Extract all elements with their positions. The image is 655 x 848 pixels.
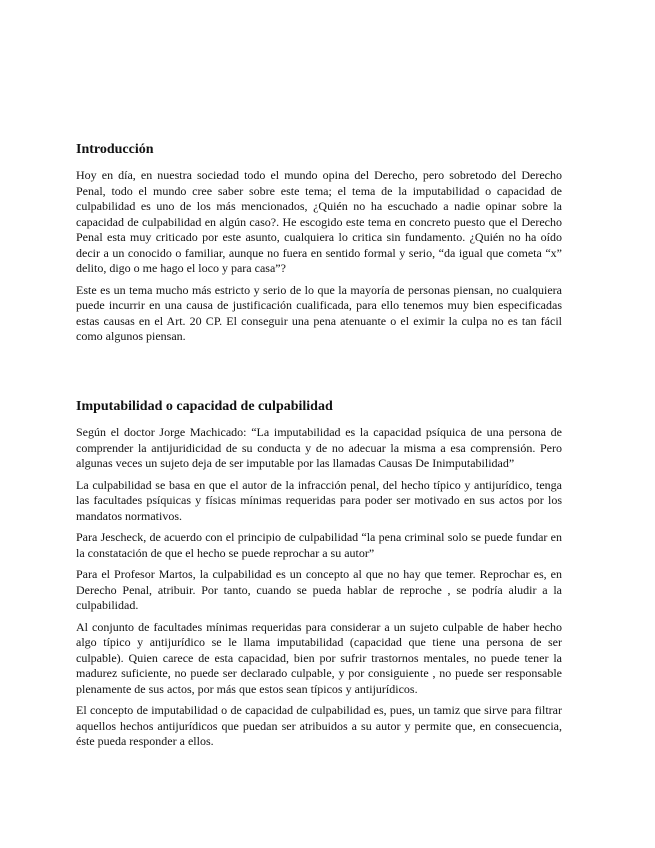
paragraph: Para Jescheck, de acuerdo con el principio de culpabilidad “la pena criminal solo se puede fundar en la constatación de que el hecho se puede reprochar a su autor” (76, 530, 562, 560)
section-heading: Introducción (76, 142, 154, 157)
paragraph: Hoy en día, en nuestra sociedad todo el mundo opina del Derecho, pero sobretodo del Derecho Penal, todo el mundo cree saber sobre este tema; el tema de la imputabilidad o capacidad de culpabilidad es uno de los más mencionados, ¿Quién no ha escuchado a nadie opinar sobre la capacidad de culpabilidad en algún caso?. He escogido este tema en concreto puesto que el Derecho Penal esta muy criticado por este asunto, cualquiera lo critica sin fundamento. ¿Quién no ha oído decir a un conocido o familiar, aunque no fuera en sentido formal y serio, “da igual que cometa “x” delito, digo o me hago el loco y para casa”? (76, 168, 562, 275)
paragraph: Este es un tema mucho más estricto y serio de lo que la mayoría de personas piensan, no cualquiera puede incurrir en una causa de justificación cualificada, para ello tenemos muy bien especificadas estas causas en el Art. 20 CP. El conseguir una pena atenuante o el eximir la culpa no es tan fácil como algunos piensan. (76, 282, 562, 343)
section-introduccion (76, 141, 562, 351)
section-imputabilidad (76, 398, 562, 756)
paragraph: Según el doctor Jorge Machicado: “La imputabilidad es la capacidad psíquica de una persona de comprender la antijuridicidad de su conducta y de no adecuar la misma a esa comprensión. Pero algunas veces un sujeto deja de ser imputable por las llamadas Causas De Inimputabilidad” (76, 425, 562, 470)
paragraph: El concepto de imputabilidad o de capacidad de culpabilidad es, pues, un tamiz que sirve para filtrar aquellos hechos antijurídicos que puedan ser atribuidos a su autor y permite que, en consecuencia, éste pueda responder a ellos. (76, 703, 562, 748)
paragraph: La culpabilidad se basa en que el autor de la infracción penal, del hecho típico y antijurídico, tenga las facultades psíquicas y físicas mínimas requeridas para poder ser motivado en sus actos por los mandatos normativos. (76, 477, 562, 523)
paragraph: Para el Profesor Martos, la culpabilidad es un concepto al que no hay que temer. Reprochar es, en Derecho Penal, atribuir. Por tanto, cuando se pueda hablar de reproche , se podría aludir a la culpabilidad. (76, 567, 562, 612)
section-heading: Imputabilidad o capacidad de culpabilidad (76, 399, 333, 414)
paragraph: Al conjunto de facultades mínimas requeridas para considerar a un sujeto culpable de haber hecho algo típico y antijurídico se le llama imputabilidad (capacidad que tiene una persona de ser culpable). Quien carece de esta capacidad, bien por sufrir trastornos mentales, no puede tener la madurez suficiente, no puede ser declarado culpable, y por consiguiente , no puede ser responsable plenamente de sus actos, por más que estos sean típicos y antijurídicos. (76, 619, 562, 696)
